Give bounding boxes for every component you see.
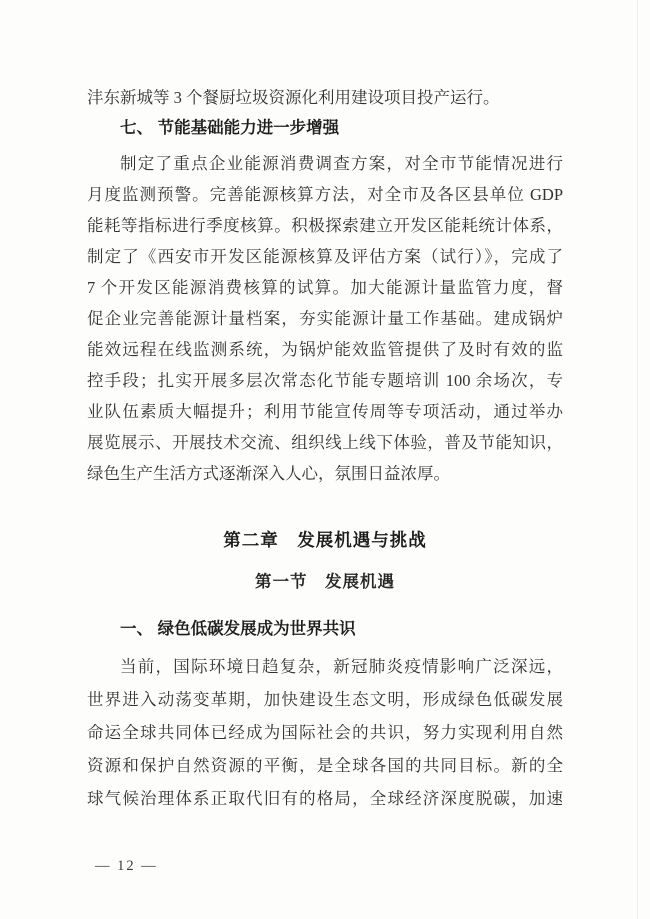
paragraph-line: 制定了《西安市开发区能源核算及评估方案（试行）》，完成了 [87,247,563,266]
paragraph-line: 月度监测预警。完善能源核算方法，对全市及各区县单位 GDP [87,185,563,204]
page-number: — 12 — [95,858,158,874]
topic-heading-1: 一、 绿色低碳发展成为世界共识 [120,620,356,638]
paragraph-line: 促企业完善能源计量档案，夯实能源计量工作基础。建成锅炉 [87,309,563,328]
paragraph-line: 当前，国际环境日趋复杂，新冠肺炎疫情影响广泛深远， [120,657,563,676]
paragraph-line: 控手段；扎实开展多层次常态化节能专题培训 100 余场次，专 [87,371,563,390]
subsection-heading-7: 七、 节能基础能力进一步增强 [120,119,340,137]
scan-edge-shadow [637,0,638,919]
paragraph-line: 能效远程在线监测系统，为锅炉能效监管提供了及时有效的监 [87,340,563,359]
paragraph-1 [87,148,563,489]
paragraph-line: 7 个开发区能源消费核算的试算。加大能源计量监管力度，督 [87,278,563,297]
paragraph-2 [87,650,563,815]
paragraph-line: 命运全球共同体已经成为国际社会的共识，努力实现利用自然 [87,723,563,742]
chapter-heading: 第二章 发展机遇与挑战 [223,530,427,550]
paragraph-line: 绿色生产生活方式逐渐深入人心，氛围日益浓厚。 [87,464,450,483]
paragraph-line: 世界进入动荡变革期，加快建设生态文明，形成绿色低碳发展 [87,690,563,709]
paragraph-continuation-line: 沣东新城等 3 个餐厨垃圾资源化利用建设项目投产运行。 [87,88,500,107]
paragraph-line: 能耗等指标进行季度核算。积极探索建立开发区能耗统计体系， [87,216,563,235]
paragraph-line: 业队伍素质大幅提升；利用节能宣传周等专项活动，通过举办 [87,402,563,421]
paragraph-line: 球气候治理体系正取代旧有的格局，全球经济深度脱碳，加速 [87,789,563,808]
paragraph-line: 展览展示、开展技术交流、组织线上线下体验，普及节能知识， [87,433,563,452]
paragraph-line: 制定了重点企业能源消费调查方案，对全市节能情况进行 [120,154,563,173]
paragraph-line: 资源和保护自然资源的平衡，是全球各国的共同目标。新的全 [87,756,563,775]
page-content [87,82,563,815]
section-heading: 第一节 发展机遇 [255,572,395,591]
